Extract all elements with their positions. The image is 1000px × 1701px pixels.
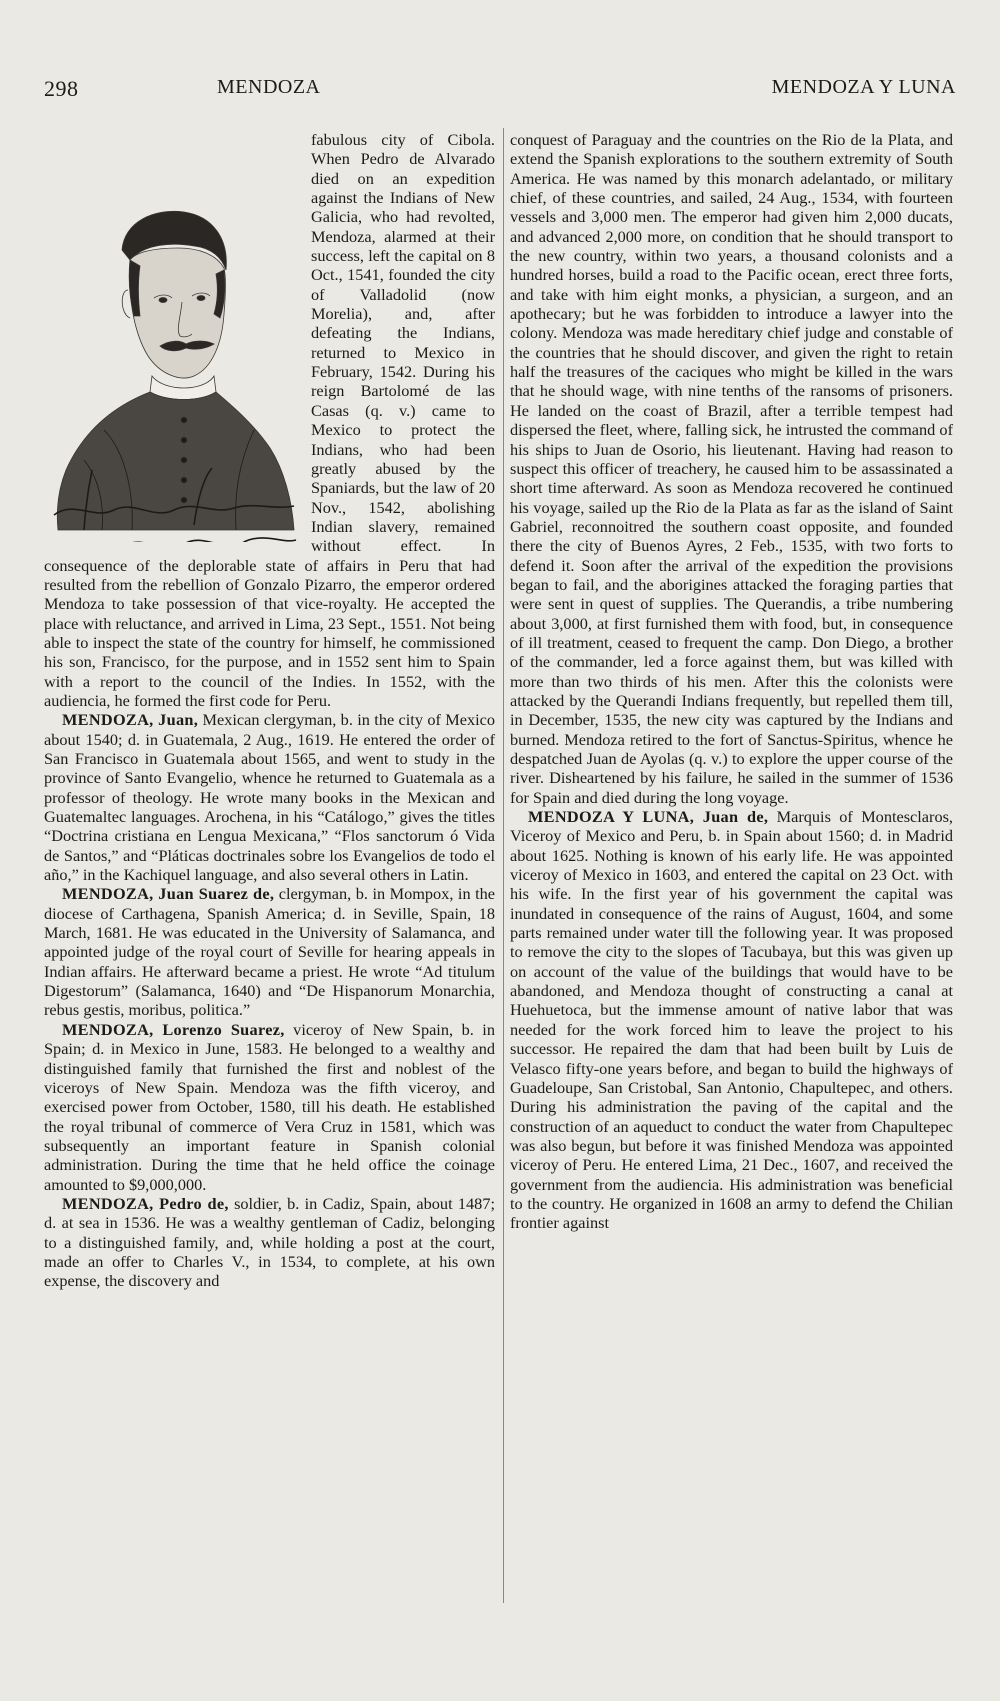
headword: MENDOZA Y LUNA, Juan de, — [528, 807, 769, 827]
entry-text: Mexican clergyman, b. in the city of Mexico about 1540; d. in Guatemala, 2 Aug., 1619. He entered the order of San Francisco in Guatemala about 1565, and went to study in the province of Santo Evangelio, whence he returned to Guatemala as a professor of theology. He wrote many books in the Mexican and Guatemaltec languages. Arochena, in his “Catálogo,” gives the titles “Doctrina cristiana en Lengua Mexicana,” “Flos sanctorum ó Vida de Santos,” and “Pláticas doctrinales sobre los Evangelios de todo el año,” in the Kachiquel language, and also several others in Latin. — [44, 710, 495, 885]
entry-mendoza-pedro — [44, 1194, 495, 1291]
header-right-title: MENDOZA Y LUNA — [771, 76, 956, 98]
headword: MENDOZA, Juan, — [62, 710, 199, 730]
entry-text: viceroy of New Spain, b. in Spain; d. in Mexico in June, 1583. He belonged to a wealthy and distinguished family that furnished the first and noblest of the viceroys of New Spain. Mendoza was the fifth viceroy, and exercised power from October, 1580, till his death. He established the royal tribunal of commerce of Vera Cruz in 1581, which was subsequently an important feature in Spanish colonial administration. During the time that he held office the coinage amounted to $9,000,000. — [44, 1019, 495, 1194]
entry-text: clergyman, b. in Mompox, in the diocese of Carthagena, Spanish America; d. in Seville, Spain, 18 March, 1681. He was educated in the University of Salamanca, and appointed judge of the royal court of Seville for hearing appeals in Indian affairs. He afterward became a priest. He wrote “Ad titulum Digestorum” (Salamanca, 1640) and “De Hispanorum Monarchia, rebus gestis, moribus, politica.” — [44, 884, 495, 1020]
entry-mendoza-lorenzo — [44, 1020, 495, 1194]
page-number: 298 — [44, 76, 79, 101]
entry-text: Marquis of Montesclaros, Viceroy of Mexico and Peru, b. in Spain about 1560; d. in Madrid about 1625. Nothing is known of his early life. He was appointed viceroy of Mexico in 1603, and entered the capital on 23 Oct. with his wife. In the first year of his government the capital was inundated in consequence of the rains of August, 1604, and some parts remained under water till the following year. It was proposed to remove the city to the slopes of Tacubaya, but this was given up on account of the value of the buildings that would have to be abandoned, and Mendoza thought of constructing a canal at Huehuetoca, but the immense amount of native labor that was needed for the work forced him to leave the project to his successor. He repaired the dam that had been built by Luis de Velasco fifty-one years before, and began to build the highways of Guadeloupe, San Cristobal, San Antonio, Chapultepec, and others. During his administration the paving of the capital and the construction of an aqueduct to conduct the water from Chapultepec was also begun, but before it was finished Mendoza was appointed viceroy of Peru. He entered Lima, 21 Dec., 1607, and received the government from the audiencia. His administration was beneficial to the country. He organized in 1608 an army to defend the Chilian frontier against — [510, 807, 953, 1233]
left-column — [44, 130, 495, 1291]
entry-text: soldier, b. in Cadiz, Spain, about 1487; d. at sea in 1536. He was a wealthy gentleman of Cadiz, belonging to a distinguished family, and, while holding a post at the court, made an offer to Charles V., in 1534, to complete, at his own expense, the discovery and — [44, 1193, 495, 1291]
running-header — [44, 76, 956, 106]
column-divider — [503, 128, 504, 1603]
entry-mendoza-juan-suarez — [44, 884, 495, 1019]
portrait-illustration — [44, 130, 299, 542]
entry-mendoza-y-luna — [510, 807, 953, 1233]
headword: MENDOZA, Juan Suarez de, — [62, 884, 275, 904]
right-column — [510, 130, 953, 1233]
headword: MENDOZA, Pedro de, — [62, 1193, 229, 1213]
entry-mendoza-juan — [44, 710, 495, 884]
portrait-engraving — [44, 130, 299, 542]
headword: MENDOZA, Lorenzo Suarez, — [62, 1019, 285, 1039]
left-intro-paragraph: fabulous city of Cibola. When Pedro de Alvarado died on an expedition against the Indians of New Galicia, who had revolted, Mendoza, alarmed at their success, left the capital on 8 Oct., 1541, founded the city of Valladolid (now Morelia), and, after defeating the Indians, returned to Mexico in February, 1542. During his reign Bartolomé de las Casas (q. v.) came to Mexico to protect the Indians, who had been greatly abused by the Spaniards, but the law of 20 Nov., 1542, abolishing Indian slavery, remained without effect. In consequence of the deplorable state of affairs in Peru that had resulted from the rebellion of Gonzalo Pizarro, the emperor ordered Mendoza to take possession of that vice-royalty. He accepted the place with reluctance, and arrived in Lima, 23 Sept., 1551. Not being able to inspect the state of the country for himself, he commissioned his son, Francisco, for the purpose, and in 1552 sent him to Spain with a report to the council of the Indies. In 1552, with the audiencia, he formed the first code for Peru. — [44, 130, 495, 710]
header-left-title: MENDOZA — [217, 76, 321, 98]
right-intro-paragraph: conquest of Paraguay and the countries on the Rio de la Plata, and extend the Spanish explorations to the southern extremity of South America. He was named by this monarch adelantado, or military chief, of these countries, and sailed, 24 Aug., 1534, with fourteen vessels and 3,000 men. The emperor had given him 2,000 ducats, and advanced 2,000 more, on condition that he should transport to the new country, within two years, a thousand colonists and a hundred horses, build a road to the Pacific ocean, erect three forts, and take with him eight monks, a physician, a surgeon, and an apothecary; but he was forbidden to introduce a lawyer into the colony. Mendoza was made hereditary chief judge and constable of the countries that he should discover, and given the right to retain half the treasures of the caciques who might be killed in the wars that he should wage, with nine tenths of the ransoms of prisoners. He landed on the coast of Brazil, after a terrible tempest had dispersed the fleet, where, falling sick, he intrusted the command of his ships to Juan de Osorio, his lieutenant. Having had reason to suspect this officer of treachery, he caused him to be assassinated a short time afterward. As soon as Mendoza recovered he continued his voyage, sailed up the Rio de la Plata as far as the island of Saint Gabriel, reconnoitred the southern coast opposite, and founded there the city of Buenos Ayres, 2 Feb., 1535, with two forts to defend it. Soon after the arrival of the expedition the provisions began to fail, and the aborigines attacked the foraging parties that were sent in quest of supplies. The Querandis, a tribe numbering about 3,000, at first furnished them with food, but, in consequence of ill treatment, ceased to frequent the camp. Don Diego, a brother of the commander, led a force against them, but was killed with more than two thirds of his men. After this the colonists were attacked by the Querandi Indians frequently, but repelled them till, in December, 1535, the new city was captured by the Indians and burned. Mendoza retired to the fort of Sanctus-Spiritus, whence he despatched Juan de Ayolas (q. v.) to explore the upper course of the river. Disheartened by his failure, he sailed in the summer of 1536 for Spain and died during the long voyage. — [510, 130, 953, 807]
